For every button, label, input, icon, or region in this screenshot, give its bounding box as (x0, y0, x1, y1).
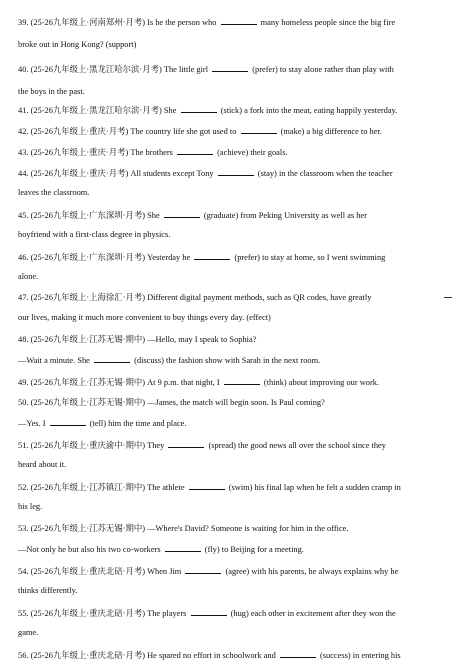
question-44-line-2: leaves the classroom. (18, 188, 90, 197)
question-50-line-2: —Yes. I (tell) him the time and place. (18, 419, 187, 428)
answer-blank[interactable] (185, 565, 221, 574)
question-52-line-1: 52. (25-26九年级上·江苏镇江·期中) The athlete (swim) his final lap when he felt a sudden cramp in (18, 483, 401, 492)
question-40-line-1: 40. (25-26九年级上·黑龙江哈尔滨·月考) The little girl (prefer) to stay alone rather than play with (18, 65, 394, 74)
question-42-line-1: 42. (25-26九年级上·重庆·月考) The country life she got used to (make) a big difference to her. (18, 127, 382, 136)
question-45-line-1: 45. (25-26九年级上·广东深圳·月考) She (graduate) from Peking University as well as her (18, 211, 367, 220)
answer-blank[interactable] (164, 209, 200, 218)
question-45-line-2: boyfriend with a first-class degree in physics. (18, 230, 171, 239)
answer-blank[interactable] (224, 376, 260, 385)
answer-blank[interactable] (194, 251, 230, 260)
question-55-line-1: 55. (25-26九年级上·重庆北碚·月考) The players (hug) each other in excitement after they won the (18, 609, 396, 618)
answer-blank[interactable] (94, 354, 130, 363)
question-48-line-2: —Wait a minute. She (discuss) the fashion show with Sarah in the next room. (18, 356, 321, 365)
answer-blank[interactable] (191, 607, 227, 616)
question-48-line-1: 48. (25-26九年级上·江苏无锡·期中) —Hello, may I speak to Sophia? (18, 335, 257, 344)
question-55-line-2: game. (18, 628, 39, 637)
question-54-line-2: thinks differently. (18, 586, 78, 595)
question-47-line-2: our lives, making it much more convenient to buy things every day. (effect) (18, 313, 271, 322)
answer-blank[interactable] (177, 146, 213, 155)
question-39-line-1: 39. (25-26九年级上·河南郑州·月考) Is he the person who many homeless people since the big fire (18, 18, 396, 27)
question-56-line-1: 56. (25-26九年级上·重庆北碚·月考) He spared no effort in schoolwork and (success) in entering his (18, 651, 401, 660)
answer-blank[interactable] (444, 297, 452, 298)
question-51-line-1: 51. (25-26九年级上·重庆渝中·期中) They (spread) the good news all over the school since they (18, 441, 386, 450)
question-54-line-1: 54. (25-26九年级上·重庆北碚·月考) When Jim (agree) with his parents, he always explains why he (18, 567, 399, 576)
answer-blank[interactable] (189, 481, 225, 490)
question-41-line-1: 41. (25-26九年级上·黑龙江哈尔滨·月考) She (stick) a fork into the meat, eating happily yesterday. (18, 106, 398, 115)
answer-blank[interactable] (241, 125, 277, 134)
question-51-line-2: heard about it. (18, 460, 67, 469)
answer-blank[interactable] (218, 167, 254, 176)
question-40-line-2: the boys in the past. (18, 87, 85, 96)
question-46-line-2: alone. (18, 272, 39, 281)
answer-blank[interactable] (280, 649, 316, 658)
question-39-line-2: broke out in Hong Kong? (support) (18, 40, 137, 49)
answer-blank[interactable] (212, 63, 248, 72)
answer-blank[interactable] (168, 439, 204, 448)
question-49-line-1: 49. (25-26九年级上·江苏无锡·期中) At 9 p.m. that night, I (think) about improving our work. (18, 378, 380, 387)
question-50-line-1: 50. (25-26九年级上·江苏无锡·期中) —James, the match will begin soon. Is Paul coming? (18, 398, 325, 407)
question-53-line-1: 53. (25-26九年级上·江苏无锡·期中) —Where's David? Someone is waiting for him in the office. (18, 524, 349, 533)
question-44-line-1: 44. (25-26九年级上·重庆·月考) All students except Tony (stay) in the classroom when the teacher (18, 169, 393, 178)
question-52-line-2: his leg. (18, 502, 43, 511)
answer-blank[interactable] (165, 543, 201, 552)
question-43-line-1: 43. (25-26九年级上·重庆·月考) The brothers (achieve) their goals. (18, 148, 288, 157)
answer-blank[interactable] (50, 417, 86, 426)
question-53-line-2: —Not only he but also his two co-workers (fly) to Beijing for a meeting. (18, 545, 304, 554)
question-47-line-1: 47. (25-26九年级上·上海徐汇·月考) Different digital payment methods, such as QR codes, have greatly (18, 293, 372, 302)
question-46-line-1: 46. (25-26九年级上·广东深圳·月考) Yesterday he (prefer) to stay at home, so I went swimming (18, 253, 386, 262)
answer-blank[interactable] (181, 104, 217, 113)
answer-blank[interactable] (221, 16, 257, 25)
